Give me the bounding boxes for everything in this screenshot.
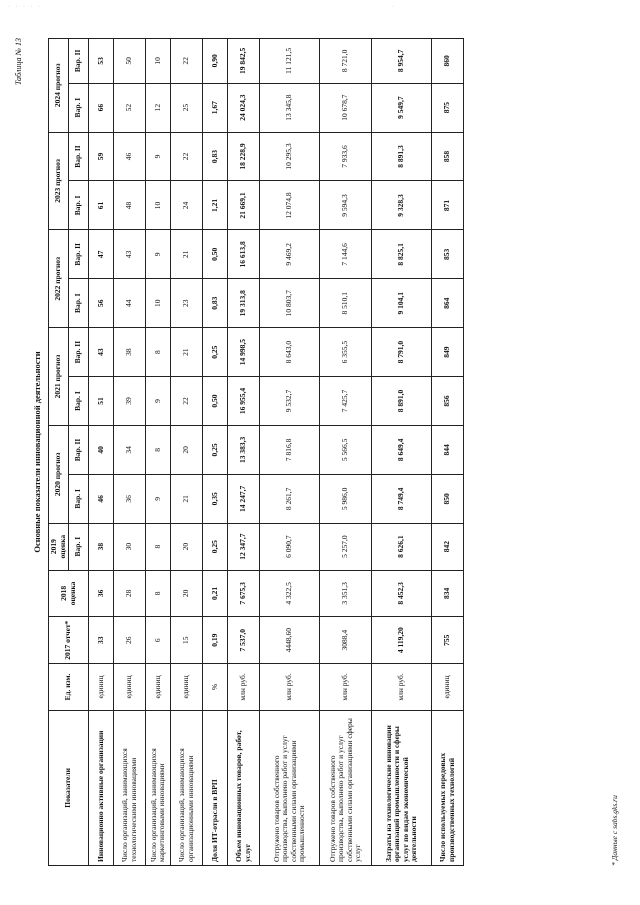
value-cell: 3 351,3 xyxy=(320,570,372,617)
header-v2: Вар. II xyxy=(69,132,89,181)
value-cell: 850 xyxy=(432,474,464,523)
value-cell: 860 xyxy=(432,39,464,84)
value-cell: 24 024,3 xyxy=(228,83,260,132)
scan-artifact: · · · · · · xyxy=(8,4,396,10)
value-cell: 59 xyxy=(89,132,114,181)
table-row xyxy=(114,39,146,866)
table-row xyxy=(228,39,260,866)
value-cell: 21 xyxy=(171,328,203,377)
value-cell: 47 xyxy=(89,230,114,279)
table-row xyxy=(260,39,320,866)
value-cell: 46 xyxy=(114,132,146,181)
header-v1: Вар. I xyxy=(69,377,89,426)
value-cell: 8 791,0 xyxy=(372,328,432,377)
table-row xyxy=(89,39,114,866)
value-cell: 20 xyxy=(171,425,203,474)
value-cell: 21 xyxy=(171,230,203,279)
value-cell: 10 803,7 xyxy=(260,279,320,328)
value-cell: 4448,60 xyxy=(260,617,320,664)
value-cell: 5 257,0 xyxy=(320,523,372,570)
header-2021: 2021 прогноз xyxy=(49,328,69,426)
value-cell: 5 986,0 xyxy=(320,474,372,523)
table-row xyxy=(320,39,372,866)
value-cell: 8 749,4 xyxy=(372,474,432,523)
header-2017: 2017 отчет* xyxy=(49,617,89,664)
value-cell: 10 xyxy=(146,39,171,84)
indicators-table xyxy=(48,38,464,866)
value-cell: 39 xyxy=(114,377,146,426)
value-cell: 858 xyxy=(432,132,464,181)
value-cell: 61 xyxy=(89,181,114,230)
value-cell: 7 933,6 xyxy=(320,132,372,181)
value-cell: 856 xyxy=(432,377,464,426)
value-cell: 5 566,5 xyxy=(320,425,372,474)
value-cell: 7 537,0 xyxy=(228,617,260,664)
value-cell: 6 355,5 xyxy=(320,328,372,377)
unit-cell: единиц xyxy=(171,664,203,711)
value-cell: 9 xyxy=(146,132,171,181)
value-cell: 24 xyxy=(171,181,203,230)
value-cell: 1,67 xyxy=(203,83,228,132)
header-2022: 2022 прогноз xyxy=(49,230,69,328)
value-cell: 16 955,4 xyxy=(228,377,260,426)
value-cell: 18 228,9 xyxy=(228,132,260,181)
value-cell: 9 594,3 xyxy=(320,181,372,230)
value-cell: 26 xyxy=(114,617,146,664)
value-cell: 8 891,3 xyxy=(372,132,432,181)
indicator-cell: Инновационно активные организации xyxy=(89,710,114,865)
value-cell: 0,35 xyxy=(203,474,228,523)
value-cell: 36 xyxy=(114,474,146,523)
unit-cell: млн руб. xyxy=(320,664,372,711)
value-cell: 40 xyxy=(89,425,114,474)
value-cell: 849 xyxy=(432,328,464,377)
value-cell: 8 510,1 xyxy=(320,279,372,328)
value-cell: 871 xyxy=(432,181,464,230)
indicator-cell: Число организаций, занимающихся маркетинговыми инновациями xyxy=(146,710,171,865)
value-cell: 43 xyxy=(114,230,146,279)
value-cell: 38 xyxy=(89,523,114,570)
indicator-cell: Отгружено товаров собственного производства, выполнено работ и услуг собственными силами организациями промышленности xyxy=(260,710,320,865)
value-cell: 4 119,20 xyxy=(372,617,432,664)
value-cell: 10 295,3 xyxy=(260,132,320,181)
value-cell: 8 626,1 xyxy=(372,523,432,570)
value-cell: 0,83 xyxy=(203,132,228,181)
header-2020: 2020 прогноз xyxy=(49,425,69,523)
value-cell: 50 xyxy=(114,39,146,84)
unit-cell: единиц xyxy=(89,664,114,711)
unit-cell: млн руб. xyxy=(260,664,320,711)
value-cell: 842 xyxy=(432,523,464,570)
value-cell: 8 xyxy=(146,328,171,377)
header-v1: Вар. I xyxy=(69,181,89,230)
header-2019-v1: Вар. I xyxy=(69,523,89,570)
value-cell: 9 xyxy=(146,377,171,426)
value-cell: 9 104,1 xyxy=(372,279,432,328)
header-v2: Вар. II xyxy=(69,425,89,474)
unit-cell: % xyxy=(203,664,228,711)
indicator-cell: Доля ИТ-отрасли в ВРП xyxy=(203,710,228,865)
header-indicator: Показатели xyxy=(49,710,89,865)
table-title: Основные показатели инновационной деятельности xyxy=(32,351,42,553)
value-cell: 834 xyxy=(432,570,464,617)
value-cell: 22 xyxy=(171,39,203,84)
header-v2: Вар. II xyxy=(69,39,89,84)
value-cell: 0,21 xyxy=(203,570,228,617)
value-cell: 8 643,0 xyxy=(260,328,320,377)
value-cell: 44 xyxy=(114,279,146,328)
value-cell: 844 xyxy=(432,425,464,474)
value-cell: 7 816,8 xyxy=(260,425,320,474)
value-cell: 14 998,5 xyxy=(228,328,260,377)
header-2018: 2018 оценка xyxy=(49,570,89,617)
indicator-cell: Отгружено товаров собственного производства, выполнено работ и услуг собственными силами организациями сферы услуг xyxy=(320,710,372,865)
value-cell: 7 425,7 xyxy=(320,377,372,426)
value-cell: 12 074,8 xyxy=(260,181,320,230)
value-cell: 0,90 xyxy=(203,39,228,84)
value-cell: 755 xyxy=(432,617,464,664)
unit-cell: единиц xyxy=(432,664,464,711)
value-cell: 9 328,3 xyxy=(372,181,432,230)
unit-cell: млн руб. xyxy=(372,664,432,711)
value-cell: 12 347,7 xyxy=(228,523,260,570)
document-page xyxy=(10,32,630,872)
table-number: Таблица № 13 xyxy=(14,38,23,86)
value-cell: 10 xyxy=(146,279,171,328)
value-cell: 0,50 xyxy=(203,377,228,426)
value-cell: 43 xyxy=(89,328,114,377)
header-v1: Вар. I xyxy=(69,83,89,132)
value-cell: 7 144,6 xyxy=(320,230,372,279)
table-row xyxy=(432,39,464,866)
unit-cell: единиц xyxy=(146,664,171,711)
value-cell: 8 261,7 xyxy=(260,474,320,523)
table-row xyxy=(146,39,171,866)
value-cell: 8 452,3 xyxy=(372,570,432,617)
value-cell: 23 xyxy=(171,279,203,328)
value-cell: 9 549,7 xyxy=(372,83,432,132)
indicator-cell: Объем инновационных товаров, работ, услуг xyxy=(228,710,260,865)
value-cell: 9 xyxy=(146,474,171,523)
value-cell: 19 313,8 xyxy=(228,279,260,328)
value-cell: 4 322,5 xyxy=(260,570,320,617)
value-cell: 8 721,0 xyxy=(320,39,372,84)
header-row-1 xyxy=(49,39,69,866)
value-cell: 13 345,8 xyxy=(260,83,320,132)
header-v1: Вар. I xyxy=(69,279,89,328)
value-cell: 0,25 xyxy=(203,425,228,474)
header-v1: Вар. I xyxy=(69,474,89,523)
value-cell: 20 xyxy=(171,570,203,617)
value-cell: 8 xyxy=(146,523,171,570)
value-cell: 10 xyxy=(146,181,171,230)
footnote: * Данные с sabs.gks.ru xyxy=(610,795,619,866)
table-row xyxy=(372,39,432,866)
value-cell: 10 678,7 xyxy=(320,83,372,132)
value-cell: 864 xyxy=(432,279,464,328)
value-cell: 33 xyxy=(89,617,114,664)
header-2019: 2019 оценка xyxy=(49,523,69,570)
value-cell: 13 383,3 xyxy=(228,425,260,474)
value-cell: 22 xyxy=(171,132,203,181)
value-cell: 8 954,7 xyxy=(372,39,432,84)
value-cell: 21 xyxy=(171,474,203,523)
value-cell: 19 842,5 xyxy=(228,39,260,84)
indicator-cell: Число организаций, занимающихся организационными инновациями xyxy=(171,710,203,865)
value-cell: 3088,4 xyxy=(320,617,372,664)
value-cell: 34 xyxy=(114,425,146,474)
value-cell: 8 xyxy=(146,425,171,474)
value-cell: 6 xyxy=(146,617,171,664)
indicator-cell: Число организаций, занимающихся технологическими инновациями xyxy=(114,710,146,865)
value-cell: 53 xyxy=(89,39,114,84)
value-cell: 8 891,0 xyxy=(372,377,432,426)
value-cell: 0,83 xyxy=(203,279,228,328)
value-cell: 9 xyxy=(146,230,171,279)
header-unit: Ед. изм. xyxy=(49,664,89,711)
value-cell: 21 669,1 xyxy=(228,181,260,230)
table-row xyxy=(203,39,228,866)
value-cell: 875 xyxy=(432,83,464,132)
header-v2: Вар. II xyxy=(69,230,89,279)
value-cell: 12 xyxy=(146,83,171,132)
value-cell: 15 xyxy=(171,617,203,664)
header-v2: Вар. II xyxy=(69,328,89,377)
value-cell: 66 xyxy=(89,83,114,132)
table-row xyxy=(171,39,203,866)
value-cell: 0,25 xyxy=(203,523,228,570)
indicator-cell: Затраты на технологические инновации организаций промышленности и сферы услуг по видам экономической деятельности xyxy=(372,710,432,865)
value-cell: 7 675,3 xyxy=(228,570,260,617)
value-cell: 16 613,8 xyxy=(228,230,260,279)
value-cell: 48 xyxy=(114,181,146,230)
value-cell: 0,25 xyxy=(203,328,228,377)
value-cell: 9 532,7 xyxy=(260,377,320,426)
value-cell: 853 xyxy=(432,230,464,279)
value-cell: 9 469,2 xyxy=(260,230,320,279)
unit-cell: единиц xyxy=(114,664,146,711)
value-cell: 30 xyxy=(114,523,146,570)
indicator-cell: Число используемых передовых производственных технологий xyxy=(432,710,464,865)
value-cell: 36 xyxy=(89,570,114,617)
unit-cell: млн руб. xyxy=(228,664,260,711)
value-cell: 25 xyxy=(171,83,203,132)
value-cell: 14 247,7 xyxy=(228,474,260,523)
header-2024: 2024 прогноз xyxy=(49,39,69,133)
value-cell: 8 xyxy=(146,570,171,617)
value-cell: 46 xyxy=(89,474,114,523)
value-cell: 0,50 xyxy=(203,230,228,279)
value-cell: 0,19 xyxy=(203,617,228,664)
header-2023: 2023 прогноз xyxy=(49,132,69,230)
value-cell: 20 xyxy=(171,523,203,570)
value-cell: 56 xyxy=(89,279,114,328)
value-cell: 6 090,7 xyxy=(260,523,320,570)
value-cell: 28 xyxy=(114,570,146,617)
value-cell: 51 xyxy=(89,377,114,426)
value-cell: 22 xyxy=(171,377,203,426)
value-cell: 1,21 xyxy=(203,181,228,230)
value-cell: 38 xyxy=(114,328,146,377)
value-cell: 11 121,5 xyxy=(260,39,320,84)
value-cell: 8 649,4 xyxy=(372,425,432,474)
value-cell: 8 825,1 xyxy=(372,230,432,279)
value-cell: 52 xyxy=(114,83,146,132)
